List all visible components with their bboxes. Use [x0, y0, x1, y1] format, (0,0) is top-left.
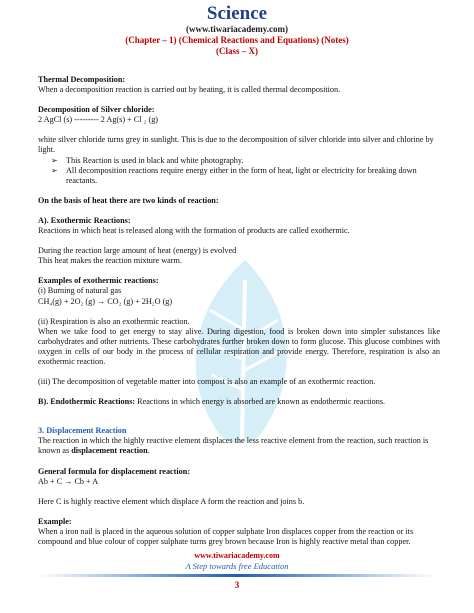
example-3: (iii) The decomposition of vegetable matter into compost is also an example of an exothermic reaction. [38, 377, 376, 387]
endothermic-text: Reactions in which energy is absorbed are known as endothermic reactions. [135, 397, 386, 407]
example-2-text: When we take food to get energy to stay alive. During digestion, food is broken down into simpler substances like carbohydrates and other nutrients. These carbohydrates further broken down to form glucose. This glucose combines with oxygen in cells of our body in the process of cellular respiration and provide energy. Therefore, respiration is also an exothermic reaction. [38, 326, 440, 366]
exothermic-line2: This heat makes the reaction mixture warm. [38, 256, 182, 266]
example-2: (ii) Respiration is also an exothermic reaction. [38, 316, 190, 326]
formula-heading: General formula for displacement reaction: [38, 466, 191, 476]
chapter-title: (Chapter – 1) (Chemical Reactions and Equations) (Notes) [125, 35, 349, 45]
footer-tagline: A Step towards free Education [185, 561, 289, 571]
exothermic-text: Reactions in which heat is released along with the formation of products are called exothermic. [38, 226, 350, 236]
formula: Ab + C → Cb + A [38, 476, 99, 486]
list-item: ➢ All decomposition reactions require energy either in the form of heat, light or electricity for breaking down reactants. [51, 165, 417, 185]
arrow-bullet-icon: ➢ [51, 155, 58, 165]
thermal-heading: Thermal Decomposition: [38, 75, 126, 84]
footer-website: www.tiwariacademy.com [194, 551, 280, 560]
endothermic-paragraph [38, 397, 440, 407]
example-text: When a iron nail is placed in the aqueous solution of copper sulphate Iron displaces copper from the reaction or its compound and blue colour of copper sulphate turns grey brown because Iron is highly reactive metal than copper. [38, 526, 414, 546]
example-1: (i) Burning of natural gas [38, 286, 122, 296]
footer-rule [38, 574, 436, 577]
thermal-text: When a decomposition reaction is carried out by heating, it is called thermal decomposition. [38, 85, 341, 95]
silver-bullets [38, 156, 440, 186]
displacement-heading: 3. Displacement Reaction [38, 426, 127, 436]
example-1-equation: CH₄(g) + 2O₂ (g) → CO₂ (g) + 2H₂O (g) [38, 296, 173, 306]
example-heading: Example: [38, 516, 72, 526]
arrow-bullet-icon: ➢ [51, 165, 58, 175]
document-body [38, 75, 440, 547]
page-number: 3 [234, 580, 240, 590]
silver-text: white silver chloride turns grey in sunlight. This is due to the decomposition of silver chloride into silver and chlorine by light. [38, 135, 434, 155]
displacement-text: The reaction in which the highly reactive element displaces the less reactive element from the reaction, such reaction is known as displacement reaction. [38, 436, 429, 456]
page-title: Science [206, 3, 268, 24]
exothermic-line1: During the reaction large amount of heat (energy) is evolved [38, 246, 237, 256]
page-footer [0, 551, 474, 571]
endothermic-heading: B). Endothermic Reactions: [38, 397, 136, 407]
formula-note: Here C is highly reactive element which displace A form the reaction and joins b. [38, 496, 305, 506]
silver-equation: 2 AgCl (s) --------- 2 Ag(s) + Cl ₂ (g) [38, 115, 159, 125]
displacement-term: displacement reaction [71, 446, 148, 456]
exothermic-examples-heading: Examples of exothermic reactions: [38, 276, 159, 286]
basis-heading: On the basis of heat there are two kinds of reaction: [38, 195, 219, 205]
class-label: (Class – X) [216, 46, 258, 56]
exothermic-heading: A). Exothermic Reactions: [38, 215, 131, 225]
list-item: ➢ This Reaction is used in black and white photography. [51, 155, 244, 165]
silver-heading: Decomposition of Silver chloride: [38, 105, 155, 115]
page-header [0, 4, 474, 57]
header-website: (www.tiwariacademy.com) [186, 24, 288, 34]
